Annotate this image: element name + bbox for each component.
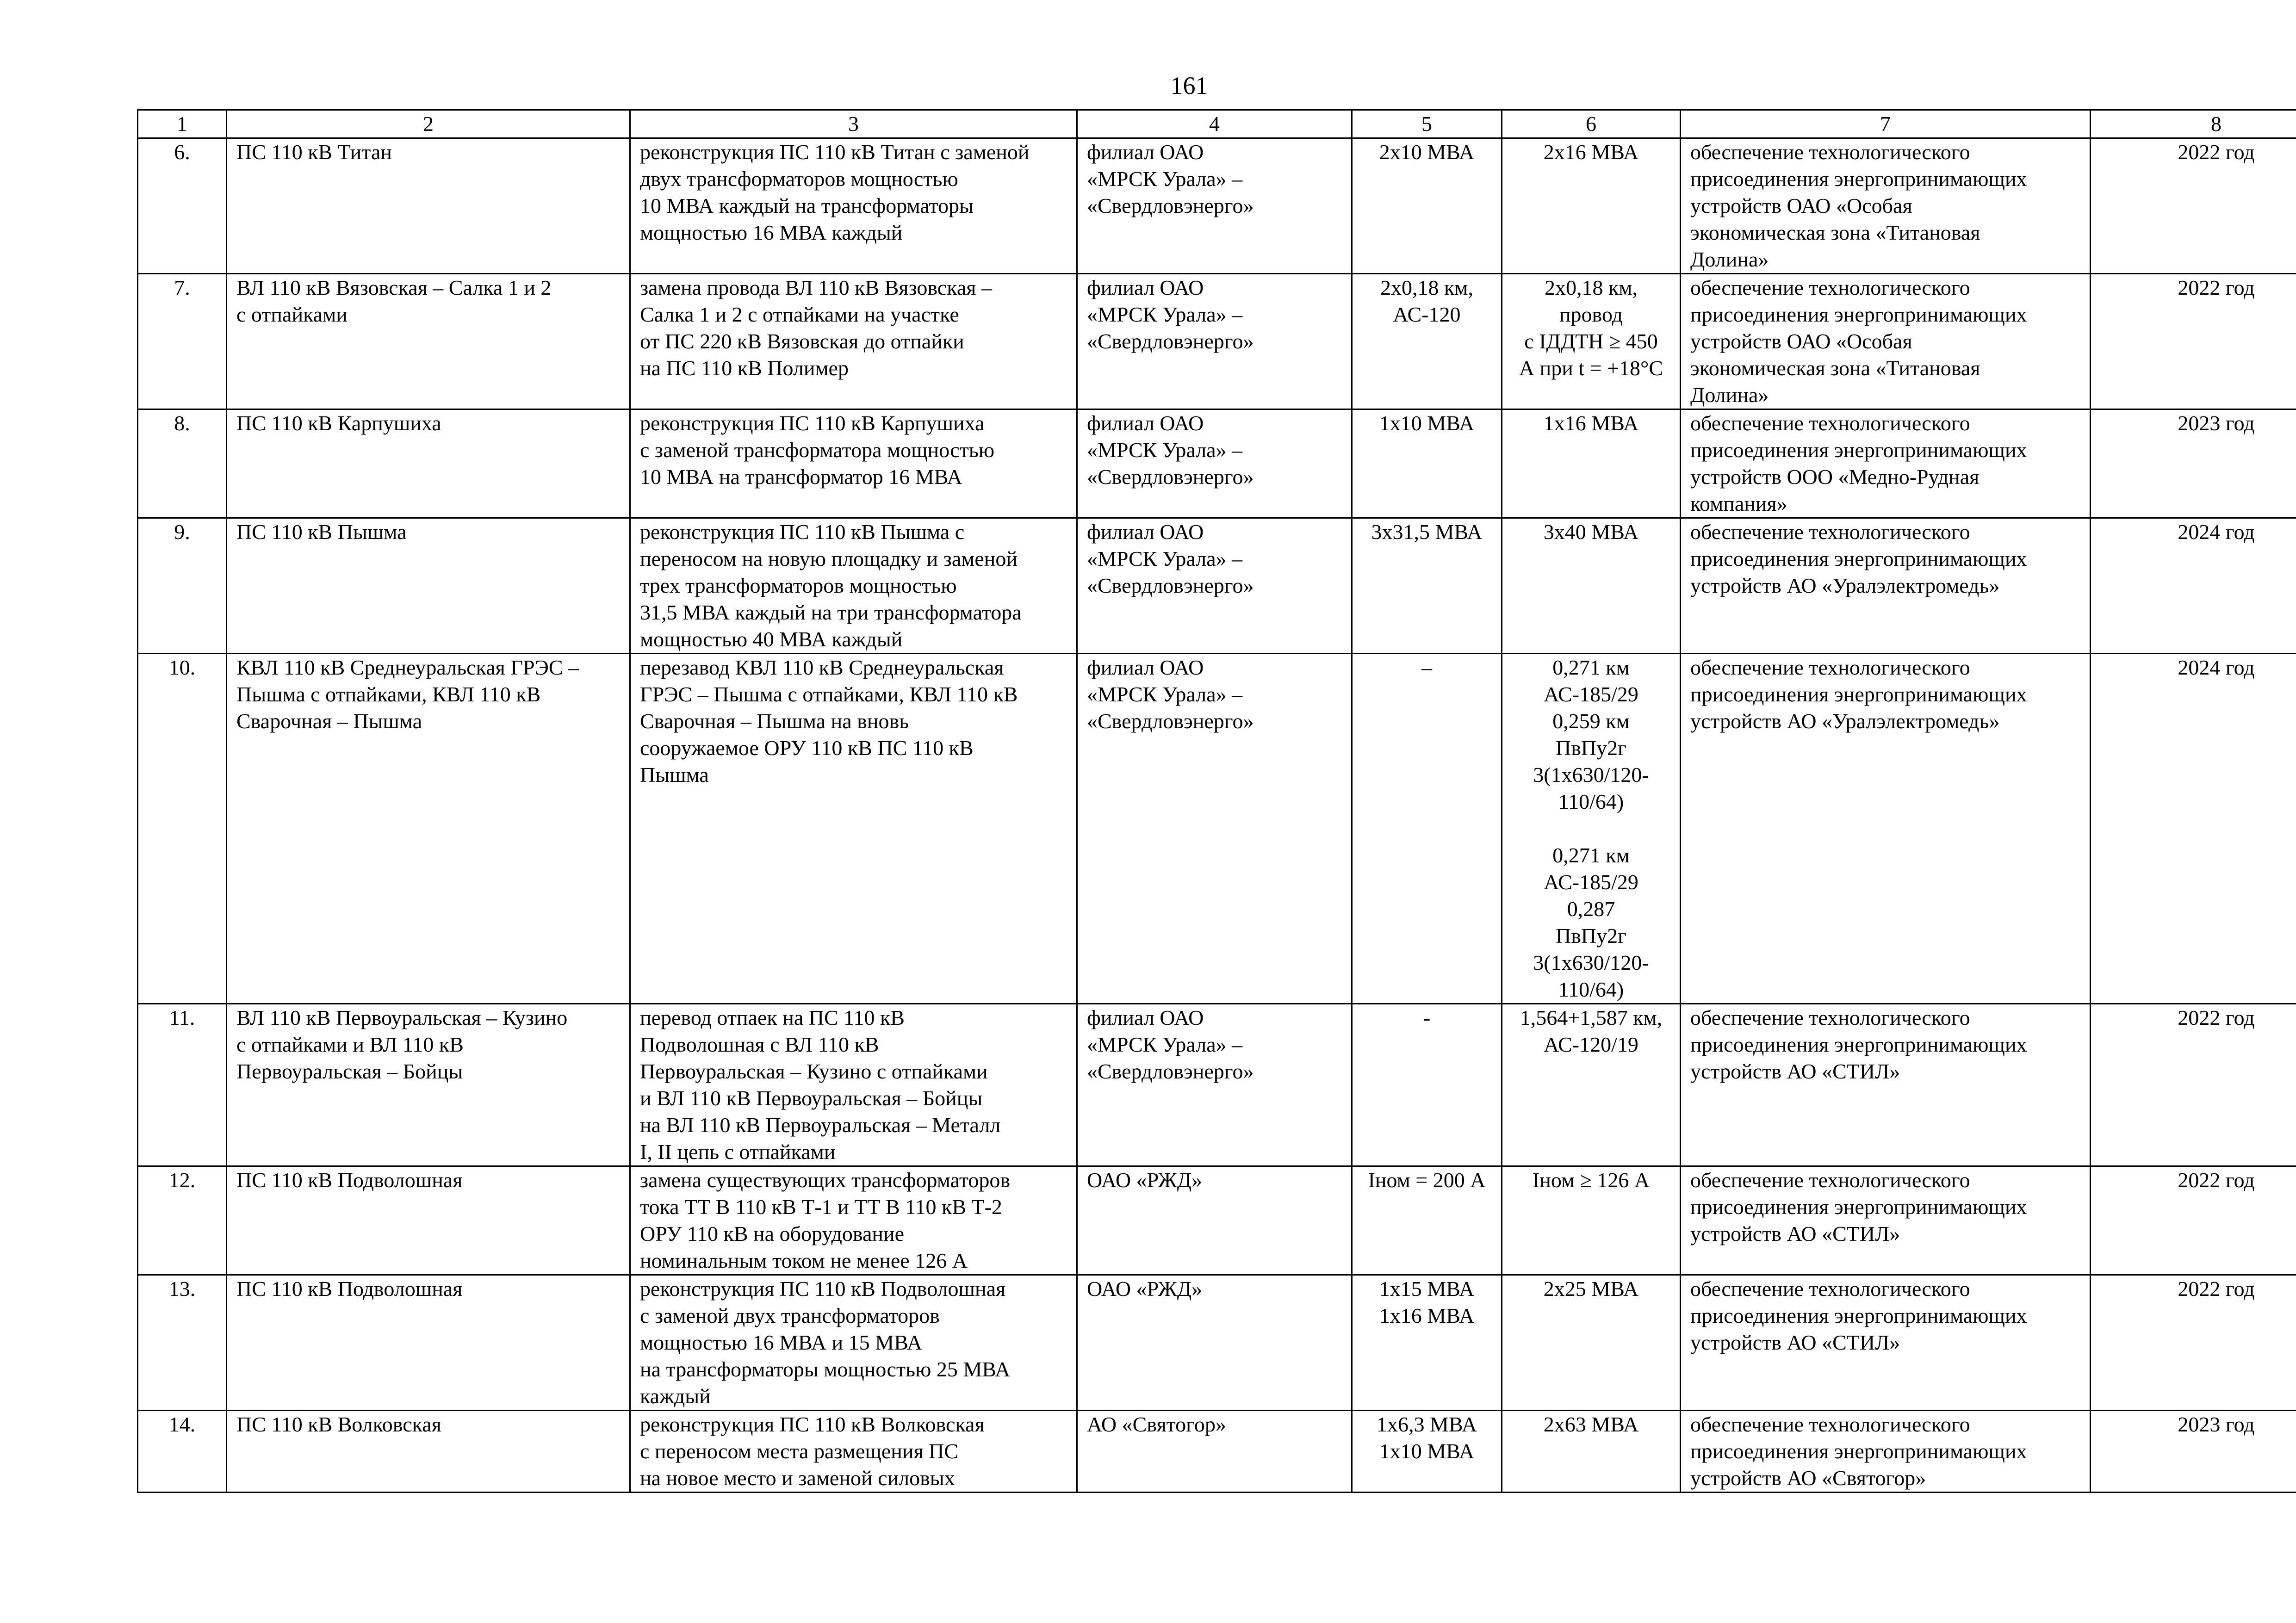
responsible-organization-line: филиал ОАО (1087, 276, 1204, 299)
responsible-organization-line: «МРСК Урала» – (1087, 682, 1243, 706)
column-header: 8 (2091, 110, 2296, 138)
responsible-organization-line: «Свердловэнерго» (1087, 1059, 1254, 1083)
purpose (1681, 1004, 2091, 1166)
parameters-before-line: 2х10 МВА (1379, 140, 1475, 164)
completion-year: 2022 год (2091, 1004, 2296, 1166)
measures-description-line: 31,5 МВА каждый на три трансформатора (640, 601, 1022, 624)
purpose (1681, 1411, 2091, 1493)
completion-year: 2023 год (2091, 409, 2296, 518)
parameters-after-line: 2х63 МВА (1543, 1412, 1639, 1436)
row-number: 12. (138, 1166, 227, 1275)
purpose-line: присоединения энергопринимающих (1690, 547, 2027, 570)
completion-year: 2024 год (2091, 518, 2296, 654)
parameters-before-line: 3х31,5 МВА (1371, 520, 1483, 544)
object-name-line: Первоуральская – Бойцы (236, 1059, 463, 1083)
measures-description-line: трех трансформаторов мощностью (640, 574, 957, 597)
completion-year: 2022 год (2091, 274, 2296, 409)
measures-description-line: мощностью 40 МВА каждый (640, 627, 903, 651)
measures-description-line: сооружаемое ОРУ 110 кВ ПС 110 кВ (640, 736, 974, 760)
table-row (138, 1411, 2296, 1493)
parameters-before (1352, 654, 1502, 1004)
parameters-after-line: 110/64) (1558, 978, 1624, 1001)
purpose-line: компания» (1690, 492, 1787, 515)
parameters-after-line: 0,287 (1567, 897, 1615, 921)
table-row (138, 274, 2296, 409)
measures-description-line: на трансформаторы мощностью 25 МВА (640, 1357, 1011, 1381)
measures-description-line: на ПС 110 кВ Полимер (640, 356, 849, 380)
measures-description (630, 1275, 1077, 1411)
parameters-after-line: АС-120/19 (1544, 1033, 1638, 1056)
responsible-organization (1077, 1411, 1352, 1493)
responsible-organization-line: «МРСК Урала» – (1087, 167, 1243, 191)
purpose-line: устройств ОАО «Особая (1690, 329, 1912, 353)
parameters-before-line: АС-120 (1393, 303, 1461, 326)
measures-description-line: двух трансформаторов мощностью (640, 167, 958, 191)
parameters-after-line: 0,271 км (1552, 656, 1630, 679)
object-name-line: с отпайками (236, 303, 348, 326)
row-number: 8. (138, 409, 227, 518)
purpose-line: обеспечение технологического (1690, 1168, 1970, 1192)
parameters-after (1502, 1411, 1681, 1493)
measures-description (630, 518, 1077, 654)
responsible-organization (1077, 1275, 1352, 1411)
measures-description (630, 138, 1077, 274)
object-name-line: с отпайками и ВЛ 110 кВ (236, 1033, 464, 1056)
row-number: 6. (138, 138, 227, 274)
parameters-after-line: 0,271 км (1552, 843, 1630, 867)
purpose-line: Долина» (1690, 383, 1769, 407)
parameters-after (1502, 409, 1681, 518)
measures-description-line: на новое место и заменой силовых (640, 1466, 955, 1490)
measures-description-line: реконструкция ПС 110 кВ Титан с заменой (640, 140, 1030, 164)
completion-year: 2022 год (2091, 138, 2296, 274)
table-row (138, 138, 2296, 274)
measures-description-line: перезавод КВЛ 110 кВ Среднеуральская (640, 656, 1004, 679)
purpose-line: присоединения энергопринимающих (1690, 1195, 2027, 1219)
purpose (1681, 274, 2091, 409)
object-name-line: КВЛ 110 кВ Среднеуральская ГРЭС – (236, 656, 579, 679)
measures-description-line: Сварочная – Пышма на вновь (640, 709, 909, 733)
purpose-line: присоединения энергопринимающих (1690, 1304, 2027, 1327)
measures-description (630, 1166, 1077, 1275)
parameters-after-line: провод (1559, 303, 1623, 326)
measures-description (630, 274, 1077, 409)
parameters-after-line: 1,564+1,587 км, (1520, 1006, 1663, 1029)
measures-description-line: номинальным током не менее 126 А (640, 1249, 968, 1272)
parameters-before-line: - (1423, 1006, 1431, 1029)
parameters-before (1352, 274, 1502, 409)
purpose (1681, 518, 2091, 654)
purpose (1681, 1275, 2091, 1411)
purpose-line: обеспечение технологического (1690, 140, 1970, 164)
responsible-organization-line: АО «Святогор» (1087, 1412, 1226, 1436)
parameters-after-line: 3(1х630/120- (1533, 763, 1649, 787)
parameters-before-line: 1х15 МВА (1379, 1277, 1475, 1301)
responsible-organization-line: ОАО «РЖД» (1087, 1168, 1203, 1192)
purpose-line: устройств АО «СТИЛ» (1690, 1222, 1900, 1245)
object-name-line: ВЛ 110 кВ Вязовская – Салка 1 и 2 (236, 276, 552, 299)
row-number: 14. (138, 1411, 227, 1493)
parameters-before (1352, 1004, 1502, 1166)
measures-description-line: Салка 1 и 2 с отпайками на участке (640, 303, 959, 326)
table-row (138, 654, 2296, 1004)
measures-description-line: Пышма (640, 763, 709, 787)
parameters-before (1352, 138, 1502, 274)
purpose (1681, 138, 2091, 274)
table-row (138, 1166, 2296, 1275)
responsible-organization-line: филиал ОАО (1087, 1006, 1204, 1029)
parameters-after-line: ПвПу2г (1555, 736, 1627, 760)
row-number: 13. (138, 1275, 227, 1411)
object-name (227, 274, 630, 409)
object-name: ПС 110 кВ Пышма (227, 518, 630, 654)
parameters-after-line: 2х16 МВА (1543, 140, 1639, 164)
completion-year: 2022 год (2091, 1275, 2296, 1411)
purpose-line: обеспечение технологического (1690, 1006, 1970, 1029)
responsible-organization-line: филиал ОАО (1087, 656, 1204, 679)
completion-year: 2024 год (2091, 654, 2296, 1004)
responsible-organization-line: филиал ОАО (1087, 411, 1204, 435)
measures-description-line: мощностью 16 МВА каждый (640, 221, 903, 244)
parameters-after-line: 2х0,18 км, (1545, 276, 1638, 299)
column-header: 3 (630, 110, 1077, 138)
parameters-before (1352, 1166, 1502, 1275)
measures-description-line: с переносом места размещения ПС (640, 1439, 959, 1463)
responsible-organization (1077, 1166, 1352, 1275)
object-name: ПС 110 кВ Подволошная (227, 1166, 630, 1275)
measures-description-line: тока ТТ В 110 кВ Т-1 и ТТ В 110 кВ Т-2 (640, 1195, 1002, 1219)
measures-description-line: 10 МВА каждый на трансформаторы (640, 194, 974, 217)
parameters-after-line: 0,259 км (1552, 709, 1630, 733)
responsible-organization-line: филиал ОАО (1087, 140, 1204, 164)
measures-description-line: Подволошная с ВЛ 110 кВ (640, 1033, 879, 1056)
parameters-after (1502, 1275, 1681, 1411)
projects-table (137, 109, 2296, 1493)
object-name (227, 1004, 630, 1166)
purpose-line: устройств ООО «Медно-Рудная (1690, 465, 1980, 489)
parameters-before-line: Iном = 200 А (1368, 1168, 1486, 1192)
purpose-line: обеспечение технологического (1690, 411, 1970, 435)
object-name: ПС 110 кВ Подволошная (227, 1275, 630, 1411)
parameters-before-line: 1х6,3 МВА (1377, 1412, 1477, 1436)
measures-description-line: I, II цепь с отпайками (640, 1140, 836, 1164)
column-header: 7 (1681, 110, 2091, 138)
parameters-before-line: 1х10 МВА (1379, 411, 1475, 435)
purpose-line: устройств ОАО «Особая (1690, 194, 1912, 217)
parameters-before (1352, 1411, 1502, 1493)
responsible-organization-line: ОАО «РЖД» (1087, 1277, 1203, 1301)
responsible-organization (1077, 138, 1352, 274)
purpose-line: присоединения энергопринимающих (1690, 1033, 2027, 1056)
purpose-line: обеспечение технологического (1690, 276, 1970, 299)
responsible-organization-line: «МРСК Урала» – (1087, 1033, 1243, 1056)
spacer (1512, 815, 1670, 842)
responsible-organization-line: «Свердловэнерго» (1087, 709, 1254, 733)
responsible-organization-line: «Свердловэнерго» (1087, 465, 1254, 489)
purpose (1681, 654, 2091, 1004)
parameters-after (1502, 1166, 1681, 1275)
column-header: 5 (1352, 110, 1502, 138)
responsible-organization-line: «Свердловэнерго» (1087, 329, 1254, 353)
responsible-organization-line: «МРСК Урала» – (1087, 303, 1243, 326)
row-number: 9. (138, 518, 227, 654)
completion-year: 2023 год (2091, 1411, 2296, 1493)
measures-description-line: ГРЭС – Пышма с отпайками, КВЛ 110 кВ (640, 682, 1018, 706)
completion-year: 2022 год (2091, 1166, 2296, 1275)
column-header: 4 (1077, 110, 1352, 138)
purpose-line: устройств АО «СТИЛ» (1690, 1331, 1900, 1354)
purpose-line: присоединения энергопринимающих (1690, 682, 2027, 706)
purpose-line: присоединения энергопринимающих (1690, 167, 2027, 191)
parameters-after-line: 3(1х630/120- (1533, 951, 1649, 974)
object-name: ПС 110 кВ Карпушиха (227, 409, 630, 518)
object-name-line: Сварочная – Пышма (236, 709, 422, 733)
purpose-line: Долина» (1690, 248, 1769, 271)
responsible-organization (1077, 1004, 1352, 1166)
table-row (138, 409, 2296, 518)
table-row (138, 518, 2296, 654)
measures-description-line: реконструкция ПС 110 кВ Волковская (640, 1412, 985, 1436)
parameters-before (1352, 518, 1502, 654)
measures-description-line: с заменой трансформатора мощностью (640, 438, 995, 462)
measures-description-line: замена существующих трансформаторов (640, 1168, 1011, 1192)
parameters-before-line: 1х16 МВА (1379, 1304, 1475, 1327)
purpose-line: устройств АО «Уралэлектромедь» (1690, 574, 2000, 597)
parameters-after-line: АС-185/29 (1544, 682, 1638, 706)
measures-description-line: с заменой двух трансформаторов (640, 1304, 940, 1327)
parameters-after (1502, 1004, 1681, 1166)
measures-description-line: ОРУ 110 кВ на оборудование (640, 1222, 905, 1245)
measures-description-line: и ВЛ 110 кВ Первоуральская – Бойцы (640, 1086, 983, 1110)
column-header: 1 (138, 110, 227, 138)
measures-description-line: перевод отпаек на ПС 110 кВ (640, 1006, 905, 1029)
measures-description-line: замена провода ВЛ 110 кВ Вязовская – (640, 276, 992, 299)
purpose-line: экономическая зона «Титановая (1690, 356, 1980, 380)
purpose (1681, 1166, 2091, 1275)
responsible-organization-line: филиал ОАО (1087, 520, 1204, 544)
parameters-after (1502, 138, 1681, 274)
purpose-line: обеспечение технологического (1690, 520, 1970, 544)
parameters-after (1502, 518, 1681, 654)
measures-description-line: мощностью 16 МВА и 15 МВА (640, 1331, 923, 1354)
purpose-line: устройств АО «Уралэлектромедь» (1690, 709, 2000, 733)
measures-description-line: каждый (640, 1384, 711, 1408)
parameters-before-line: – (1421, 656, 1432, 679)
measures-description-line: на ВЛ 110 кВ Первоуральская – Металл (640, 1113, 1001, 1137)
measures-description-line: от ПС 220 кВ Вязовская до отпайки (640, 329, 964, 353)
parameters-after-line: 2х25 МВА (1543, 1277, 1639, 1301)
measures-description (630, 409, 1077, 518)
measures-description (630, 1004, 1077, 1166)
row-number: 7. (138, 274, 227, 409)
parameters-after-line: ПвПу2г (1555, 924, 1627, 948)
responsible-organization (1077, 654, 1352, 1004)
measures-description-line: 10 МВА на трансформатор 16 МВА (640, 465, 962, 489)
purpose (1681, 409, 2091, 518)
object-name: ПС 110 кВ Титан (227, 138, 630, 274)
page-number: 161 (1170, 72, 1208, 99)
measures-description-line: реконструкция ПС 110 кВ Подволошная (640, 1277, 1006, 1301)
object-name-line: ВЛ 110 кВ Первоуральская – Кузино (236, 1006, 568, 1029)
responsible-organization (1077, 274, 1352, 409)
parameters-after-line: АС-185/29 (1544, 870, 1638, 894)
column-header: 2 (227, 110, 630, 138)
parameters-before (1352, 1275, 1502, 1411)
purpose-line: устройств АО «СТИЛ» (1690, 1059, 1900, 1083)
purpose-line: обеспечение технологического (1690, 1277, 1970, 1301)
responsible-organization-line: «МРСК Урала» – (1087, 438, 1243, 462)
purpose-line: обеспечение технологического (1690, 656, 1970, 679)
object-name: ПС 110 кВ Волковская (227, 1411, 630, 1493)
parameters-before-line: 2х0,18 км, (1380, 276, 1473, 299)
parameters-after-line: 3х40 МВА (1543, 520, 1639, 544)
responsible-organization-line: «Свердловэнерго» (1087, 194, 1254, 217)
responsible-organization (1077, 409, 1352, 518)
measures-description-line: переносом на новую площадку и заменой (640, 547, 1018, 570)
purpose-line: экономическая зона «Титановая (1690, 221, 1980, 244)
column-header: 6 (1502, 110, 1681, 138)
row-number: 11. (138, 1004, 227, 1166)
parameters-after-line: Iном ≥ 126 А (1532, 1168, 1650, 1192)
parameters-after-line: 1х16 МВА (1543, 411, 1639, 435)
measures-description (630, 654, 1077, 1004)
parameters-after-line: с IДДТН ≥ 450 (1524, 329, 1658, 353)
parameters-after-line: А при t = +18°С (1519, 356, 1663, 380)
purpose-line: присоединения энергопринимающих (1690, 438, 2027, 462)
responsible-organization-line: «Свердловэнерго» (1087, 574, 1254, 597)
purpose-line: присоединения энергопринимающих (1690, 1439, 2027, 1463)
measures-description-line: реконструкция ПС 110 кВ Пышма с (640, 520, 965, 544)
measures-description-line: Первоуральская – Кузино с отпайками (640, 1059, 988, 1083)
measures-description (630, 1411, 1077, 1493)
row-number: 10. (138, 654, 227, 1004)
measures-description-line: реконструкция ПС 110 кВ Карпушиха (640, 411, 985, 435)
table-row (138, 1275, 2296, 1411)
object-name-line: Пышма с отпайками, КВЛ 110 кВ (236, 682, 541, 706)
header-row (138, 110, 2296, 138)
parameters-after-line: 110/64) (1558, 790, 1624, 813)
purpose-line: обеспечение технологического (1690, 1412, 1970, 1436)
purpose-line: устройств АО «Святогор» (1690, 1466, 1926, 1490)
object-name (227, 654, 630, 1004)
responsible-organization-line: «МРСК Урала» – (1087, 547, 1243, 570)
parameters-after (1502, 274, 1681, 409)
table-row (138, 1004, 2296, 1166)
parameters-after (1502, 654, 1681, 1004)
parameters-before-line: 1х10 МВА (1379, 1439, 1475, 1463)
responsible-organization (1077, 518, 1352, 654)
purpose-line: присоединения энергопринимающих (1690, 303, 2027, 326)
parameters-before (1352, 409, 1502, 518)
